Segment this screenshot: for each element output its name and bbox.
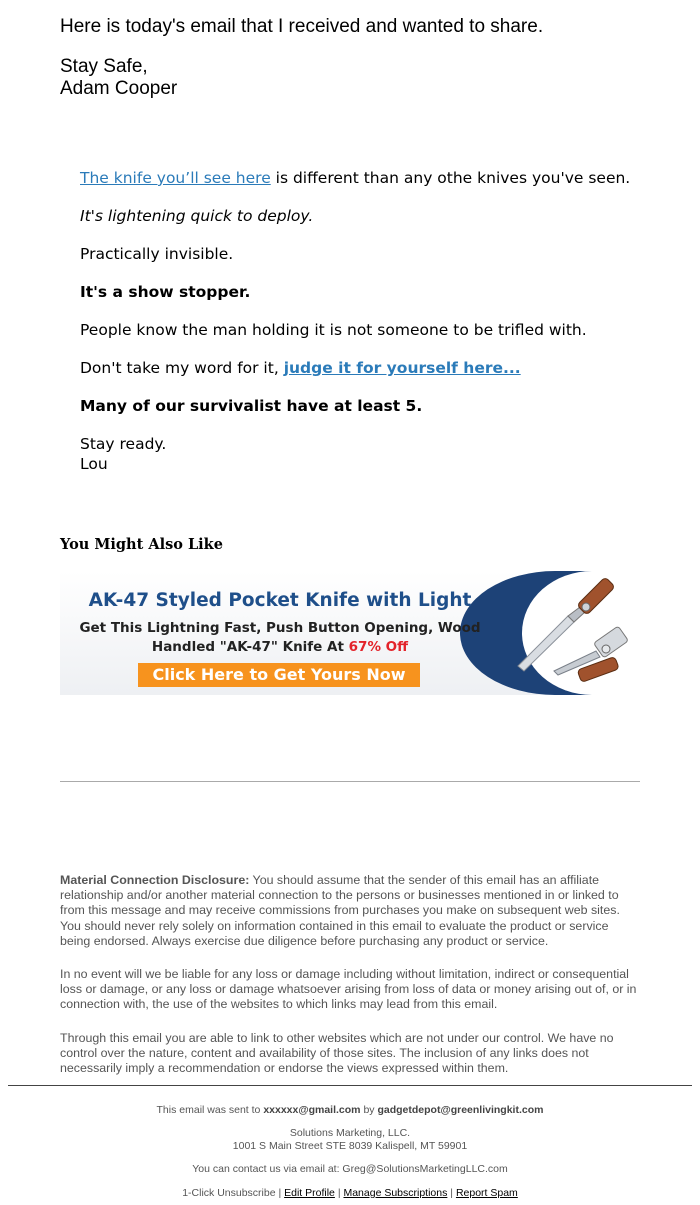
recipient-email: xxxxxx@gmail.com — [263, 1104, 361, 1116]
company-address — [0, 1127, 700, 1153]
letter-line-5: People know the man holding it is not someone to be trifled with. — [80, 321, 587, 339]
letter-body — [80, 168, 640, 474]
sent-to-line — [0, 1104, 700, 1117]
company-name: Solutions Marketing, LLC. — [289, 1127, 411, 1139]
banner-cta-button[interactable]: Click Here to Get Yours Now — [138, 663, 420, 687]
letter-line-1-rest: is different than any othe knives you've seen. — [270, 169, 631, 187]
edit-profile-link[interactable]: Edit Profile — [284, 1187, 335, 1199]
footer-links — [0, 1187, 700, 1200]
sent-mid: by — [360, 1104, 378, 1116]
sep-3: | — [447, 1187, 456, 1199]
intro-name: Adam Cooper — [60, 78, 178, 99]
letter-line-6-pre: Don't take my word for it, — [80, 359, 284, 377]
sent-pre: This email was sent to — [156, 1104, 264, 1116]
you-might-also-like-heading: You Might Also Like — [60, 536, 223, 553]
knife-image — [510, 571, 640, 695]
letter-closing — [80, 434, 640, 474]
product-banner[interactable] — [60, 571, 640, 695]
manage-subscriptions-link[interactable]: Manage Subscriptions — [343, 1187, 448, 1199]
disclosure-paragraph-2: In no event will we be liable for any loss or damage including without limitation, indirect or consequential loss or damage, or any loss or damage whatsoever arising from loss of data or money arising out of, or in connection with, the use of the websites to which links may lead from this email. — [60, 967, 637, 1012]
street-address: 1001 S Main Street STE 8039 Kalispell, MT 59901 — [232, 1140, 468, 1152]
footer — [0, 1104, 700, 1200]
intro-line: Here is today's email that I received and wanted to share. — [60, 16, 544, 37]
sep-2: | — [334, 1187, 344, 1199]
banner-subtitle-line-2 — [60, 638, 500, 657]
letter-line-2: It's lightening quick to deploy. — [80, 207, 314, 225]
disclosure-paragraph-1 — [60, 873, 640, 949]
unsubscribe-label: 1-Click Unsubscribe — [182, 1187, 276, 1199]
disclosure-text-1: You should assume that the sender of this email has an affiliate relationship and/or another material connection to the persons or businesses mentioned in or linked to from this message and may receive commissions from purchases you make on subsequent web sites. You should never rely solely on information contained in this email to evaluate the product or service being endorsed. Always exercise due diligence before purchasing any product or service. — [60, 873, 620, 948]
letter-signer: Lou — [80, 455, 108, 473]
report-spam-link[interactable]: Report Spam — [455, 1187, 518, 1199]
letter-line-3: Practically invisible. — [80, 245, 234, 263]
intro-signoff: Stay Safe, — [60, 56, 148, 77]
judge-link[interactable]: judge it for yourself here... — [283, 359, 521, 377]
letter-line-7: Many of our survivalist have at least 5. — [80, 397, 423, 415]
banner-discount: 67% Off — [348, 639, 409, 655]
disclosure-lead: Material Connection Disclosure: — [60, 873, 250, 887]
divider — [60, 781, 640, 782]
sep-1: | — [275, 1187, 285, 1199]
intro-block — [60, 16, 660, 100]
disclosure-block — [60, 873, 640, 1076]
sender-email: gadgetdepot@greenlivingkit.com — [377, 1104, 544, 1116]
letter-line-4: It's a show stopper. — [80, 283, 251, 301]
banner-subtitle-line-1: Get This Lightning Fast, Push Button Opening, Wood — [79, 620, 481, 636]
knife-link[interactable]: The knife you’ll see here — [80, 169, 271, 187]
letter-line-1 — [80, 168, 640, 188]
letter-closing-text: Stay ready. — [80, 435, 167, 453]
letter-line-6 — [80, 358, 640, 378]
contact-line: You can contact us via email at: Greg@SolutionsMarketingLLC.com — [192, 1163, 508, 1175]
banner-title: AK-47 Styled Pocket Knife with Light — [88, 590, 472, 611]
disclosure-paragraph-3: Through this email you are able to link to other websites which are not under our control. We have no control over the nature, content and availability of those sites. The inclusion of any links does not necessarily imply a recommendation or endorse the views expressed within them. — [60, 1030, 614, 1076]
banner-subtitle — [60, 619, 500, 657]
footer-divider — [8, 1085, 692, 1086]
banner-subtitle-line-2-pre: Handled "AK-47" Knife At — [151, 639, 349, 655]
